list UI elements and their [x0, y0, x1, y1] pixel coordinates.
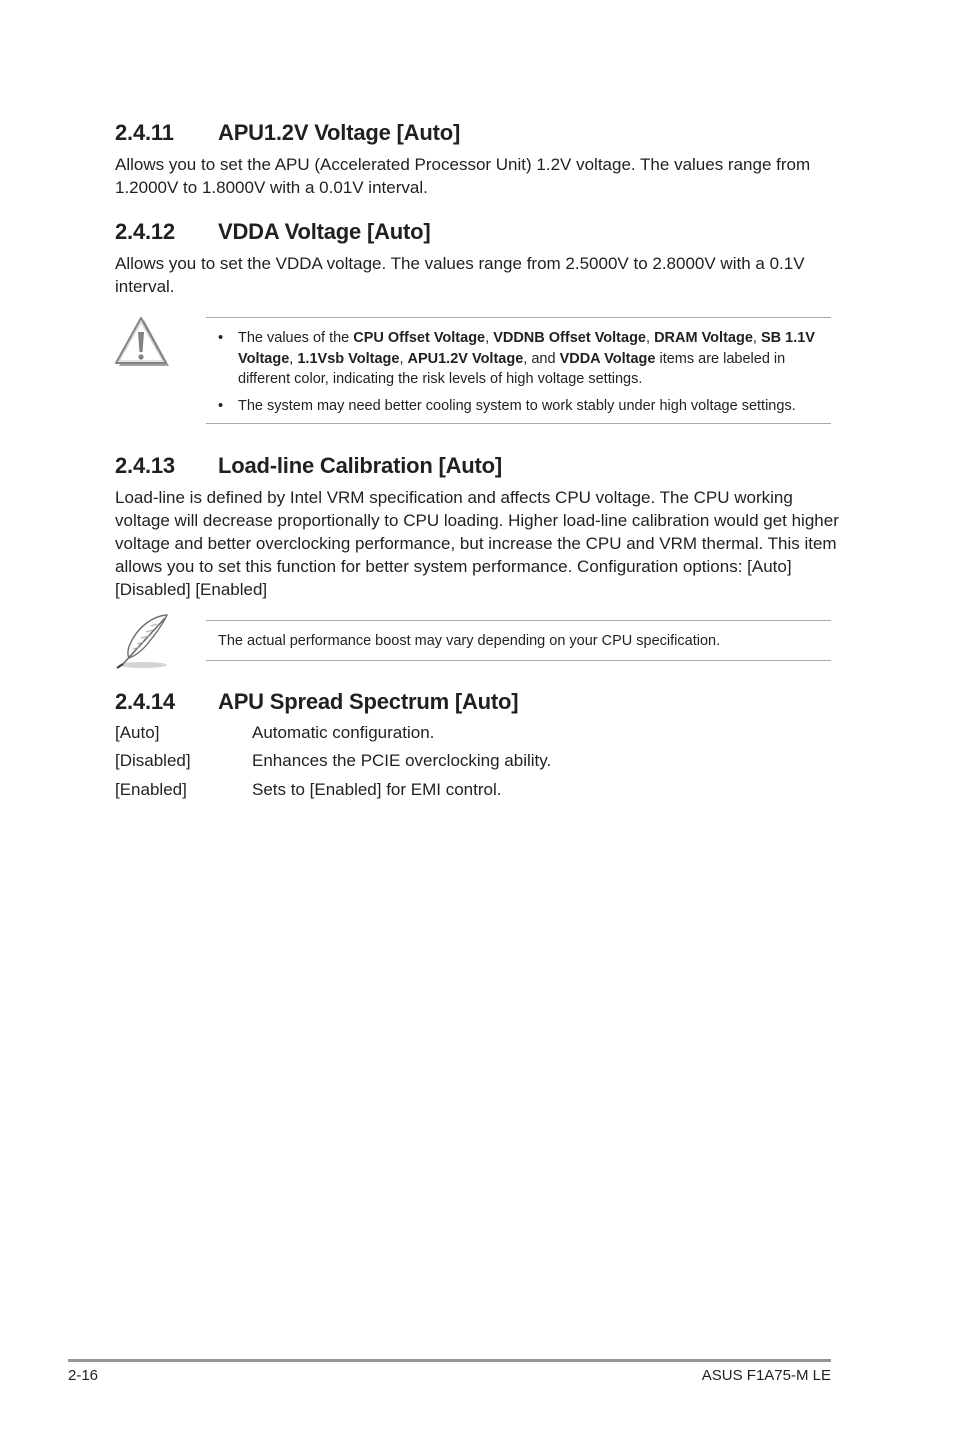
bullet-glyph: •	[218, 330, 224, 346]
section-number: 2.4.14	[115, 689, 175, 714]
option-row	[115, 779, 501, 801]
section-title: APU1.2V Voltage [Auto]	[218, 120, 461, 145]
section-title: VDDA Voltage [Auto]	[218, 219, 431, 244]
section-body-2-4-12: Allows you to set the VDDA voltage. The values range from 2.5000V to 2.8000V with a 0.1V interval.	[115, 254, 805, 296]
option-desc: Automatic configuration.	[252, 723, 435, 742]
product-name: ASUS F1A75-M LE	[701, 1367, 831, 1384]
option-row	[115, 722, 434, 744]
option-key: [Auto]	[115, 723, 160, 742]
option-row	[115, 750, 551, 772]
section-heading-2-4-11	[115, 120, 460, 146]
section-title: APU Spread Spectrum [Auto]	[218, 689, 519, 714]
section-heading-2-4-13	[115, 453, 502, 479]
section-body-2-4-11: Allows you to set the APU (Accelerated Processor Unit) 1.2V voltage. The values range from 1.2000V to 1.8000V with a 0.01V interval.	[115, 155, 811, 197]
caution-item: • The values of the CPU Offset Voltage, VDDNB Offset Voltage, DRAM Voltage, SB 1.1V Voltage, 1.1Vsb Voltage, APU1.2V Voltage, and VDDA Voltage items are labeled in different color, indicating the risk levels of high voltage settings.	[218, 330, 815, 387]
note-box	[206, 620, 831, 661]
bullet-glyph: •	[218, 397, 224, 414]
caution-box	[206, 317, 831, 424]
section-heading-2-4-14	[115, 689, 518, 715]
footer-rule	[68, 1359, 831, 1362]
caution-item: • The system may need better cooling system to work stably under high voltage settings.	[206, 396, 831, 417]
section-number: 2.4.13	[115, 453, 175, 478]
section-number: 2.4.12	[115, 219, 175, 244]
note-text: The actual performance boost may vary depending on your CPU specification.	[218, 633, 721, 649]
page-number: 2-16	[68, 1367, 99, 1384]
section-title: Load-line Calibration [Auto]	[218, 453, 503, 478]
option-desc: Sets to [Enabled] for EMI control.	[252, 780, 502, 799]
option-desc: Enhances the PCIE overclocking ability.	[252, 751, 552, 770]
section-heading-2-4-12	[115, 219, 431, 245]
section-number: 2.4.11	[115, 120, 174, 145]
section-body-2-4-13: Load-line is defined by Intel VRM specification and affects CPU voltage. The CPU working voltage will decrease proportionally to CPU loading. Higher load-line calibration would get higher voltage and better overclocking performance, but increase the CPU and VRM thermal. This item allows you to set this function for better system performance. Configuration options: [Auto] [Disabled] [Enabled]	[115, 488, 839, 599]
option-key: [Enabled]	[115, 780, 187, 799]
caution-icon	[113, 316, 171, 368]
option-key: [Disabled]	[115, 751, 191, 770]
feather-pen-icon	[113, 612, 175, 670]
